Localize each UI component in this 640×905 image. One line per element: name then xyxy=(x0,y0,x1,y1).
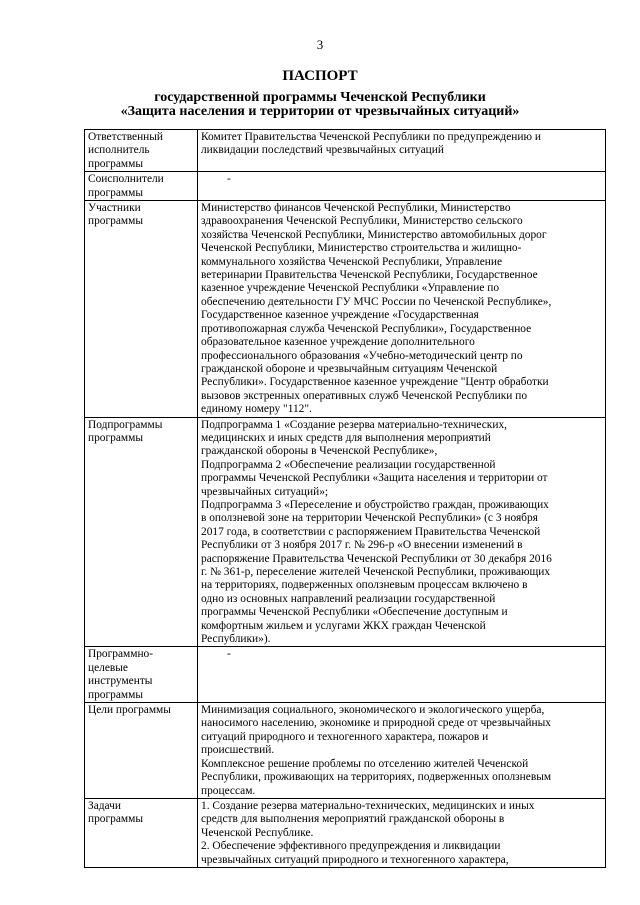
row-label-line: целевые xyxy=(88,661,128,674)
row-content-line: Подпрограмма 3 «Переселение и обустройство граждан, проживающих xyxy=(201,498,549,511)
row-label-line: программы xyxy=(88,688,143,701)
row-content-line: 1. Создание резерва материально-технических, медицинских и иных xyxy=(201,799,535,812)
passport-table xyxy=(84,129,606,868)
row-content-line: Подпрограмма 2 «Обеспечение реализации государственной xyxy=(201,458,496,471)
row-label-line: Участники xyxy=(88,202,141,215)
row-label-cell xyxy=(85,647,198,703)
row-content-line: Республики»). xyxy=(201,633,271,646)
row-content-line: хозяйства Чеченской Республики, Министерство автомобильных дорог xyxy=(201,228,547,241)
row-content-line: обеспечению деятельности ГУ МЧС России по Чеченской Республике», xyxy=(201,295,552,308)
row-label-cell xyxy=(85,172,198,201)
row-content-line: ликвидации последствий чрезвычайных ситуаций xyxy=(201,144,444,157)
row-content-line: казенное учреждение Чеченской Республики «Управление по xyxy=(201,282,500,295)
row-label-line: Программно- xyxy=(88,648,154,661)
row-content-line: профессионального образования «Учебно-методический центр по xyxy=(201,349,523,362)
row-content-line: Комплексное решение проблемы по отселению жителей Чеченской xyxy=(201,757,529,770)
subtitle-line: государственной программы Чеченской Республики xyxy=(154,90,486,105)
row-content-cell xyxy=(198,798,606,867)
row-content-line: наносимого населению, экономике и природной среде от чрезвычайных xyxy=(201,717,551,730)
row-label-cell xyxy=(85,201,198,418)
passport-row xyxy=(85,647,606,703)
empty-value-dash: - xyxy=(227,173,231,186)
row-content-line: Государственное казенное учреждение «Государственная xyxy=(201,309,479,322)
row-content-line: программы Чеченской Республики «Защита населения и территории от xyxy=(201,472,548,485)
row-label-line: инструменты xyxy=(88,675,153,688)
row-content-cell xyxy=(198,417,606,647)
row-label-line: Соисполнители xyxy=(88,173,164,186)
row-label-line: программы xyxy=(88,215,143,228)
row-content-line: процессам. xyxy=(201,784,256,797)
row-content-line: ветеринарии Правительства Чеченской Республики, Государственное xyxy=(201,269,538,282)
page-number: 3 xyxy=(316,37,324,52)
row-content-line: Республики». Государственное казенное учреждение "Центр обработки xyxy=(201,376,549,389)
row-label-cell xyxy=(85,130,198,172)
passport-row xyxy=(85,798,606,867)
row-label-cell xyxy=(85,703,198,799)
row-label-cell xyxy=(85,417,198,647)
row-content-line: 2017 года, в соответствии с распоряжением Правительства Чеченской xyxy=(201,525,541,538)
row-content-line: одно из основных направлений реализации государственной xyxy=(201,592,496,605)
row-label-line: программы xyxy=(88,186,143,199)
row-content-cell xyxy=(198,201,606,418)
passport-row xyxy=(85,703,606,799)
subtitle-line: «Защита населения и территории от чрезвычайных ситуаций» xyxy=(120,104,520,119)
row-content-line: чрезвычайных ситуаций природного и техногенного характера, xyxy=(201,853,509,866)
row-label-cell xyxy=(85,798,198,867)
passport-row xyxy=(85,201,606,418)
row-content-line: программы Чеченской Республики «Обеспечение доступным и xyxy=(201,606,508,619)
row-content-line: в оползневой зоне на территории Чеченской Республики» (с 3 ноября xyxy=(201,512,538,525)
row-content-line: комфортным жильем и услугами ЖКХ граждан Чеченской xyxy=(201,619,486,632)
row-content-cell xyxy=(198,130,606,172)
row-content-line: Республики, проживающих на территориях, подверженных оползневым xyxy=(201,771,552,784)
row-content-line: распоряжение Правительства Чеченской Республики от 30 декабря 2016 xyxy=(201,552,552,565)
empty-value-dash: - xyxy=(227,648,231,661)
row-content-line: медицинских и иных средств для выполнения мероприятий xyxy=(201,431,491,444)
row-content-line: чрезвычайных ситуаций»; xyxy=(201,485,329,498)
row-content-line: противопожарная служба Чеченской Республики», Государственное xyxy=(201,322,532,335)
row-content-line: Чеченской Республики, Министерство строительства и жилищно- xyxy=(201,242,522,255)
row-label-line: программы xyxy=(88,813,143,826)
row-content-line: гражданской обороны в Чеченской Республике», xyxy=(201,445,438,458)
row-content-line: Чеченской Республике. xyxy=(201,826,314,839)
row-content-line: г. № 361-р, переселение жителей Чеченской Республики, проживающих xyxy=(201,566,551,578)
row-label-line: Цели программы xyxy=(88,704,171,717)
row-content-line: Подпрограмма 1 «Создание резерва материально-технических, xyxy=(201,418,507,431)
row-label-line: Задачи xyxy=(88,799,121,812)
row-content-line: здравоохранения Чеченской Республики, Министерство сельского xyxy=(201,215,523,228)
passport-row xyxy=(85,130,606,172)
row-content-line: на территориях, подверженных оползневым процессам включено в xyxy=(201,579,528,592)
row-content-line: 2. Обеспечение эффективного предупреждения и ликвидации xyxy=(201,840,501,853)
passport-row xyxy=(85,172,606,201)
row-content-line: происшествий. xyxy=(201,744,275,757)
row-content-line: вызовов экстренных оперативных служб Чеченской Республики по xyxy=(201,389,528,402)
row-content-cell xyxy=(198,703,606,799)
row-content-line: средств для выполнения мероприятий гражданской обороны в xyxy=(201,813,505,826)
row-content-cell xyxy=(198,172,606,201)
row-label-line: программы xyxy=(88,431,143,444)
row-content-cell xyxy=(198,647,606,703)
row-label-line: программы xyxy=(88,157,143,170)
row-content-line: ситуаций природного и техногенного характера, пожаров и xyxy=(201,730,489,743)
row-content-line: Министерство финансов Чеченской Республики, Министерство xyxy=(201,202,511,215)
document-title: ПАСПОРТ xyxy=(282,68,358,84)
row-label-line: Ответственный xyxy=(88,131,164,143)
row-content-line: гражданской обороне и чрезвычайным ситуациям Чеченской xyxy=(201,362,498,375)
row-label-line: Подпрограммы xyxy=(88,418,163,431)
row-content-line: Комитет Правительства Чеченской Республики по предупреждению и xyxy=(201,131,541,143)
row-content-line: Минимизация социального, экономического и экологического ущерба, xyxy=(201,704,545,717)
row-content-line: единому номеру "112". xyxy=(201,403,312,416)
document-subtitle xyxy=(0,91,640,119)
row-label-line: исполнитель xyxy=(88,144,150,157)
passport-row xyxy=(85,417,606,647)
row-content-line: Республики от 3 ноября 2017 г. № 296-р «О внесении изменений в xyxy=(201,539,523,552)
row-content-line: коммунального хозяйства Чеченской Республики, Управление xyxy=(201,255,503,268)
row-content-line: образовательное казенное учреждение дополнительного xyxy=(201,336,475,349)
